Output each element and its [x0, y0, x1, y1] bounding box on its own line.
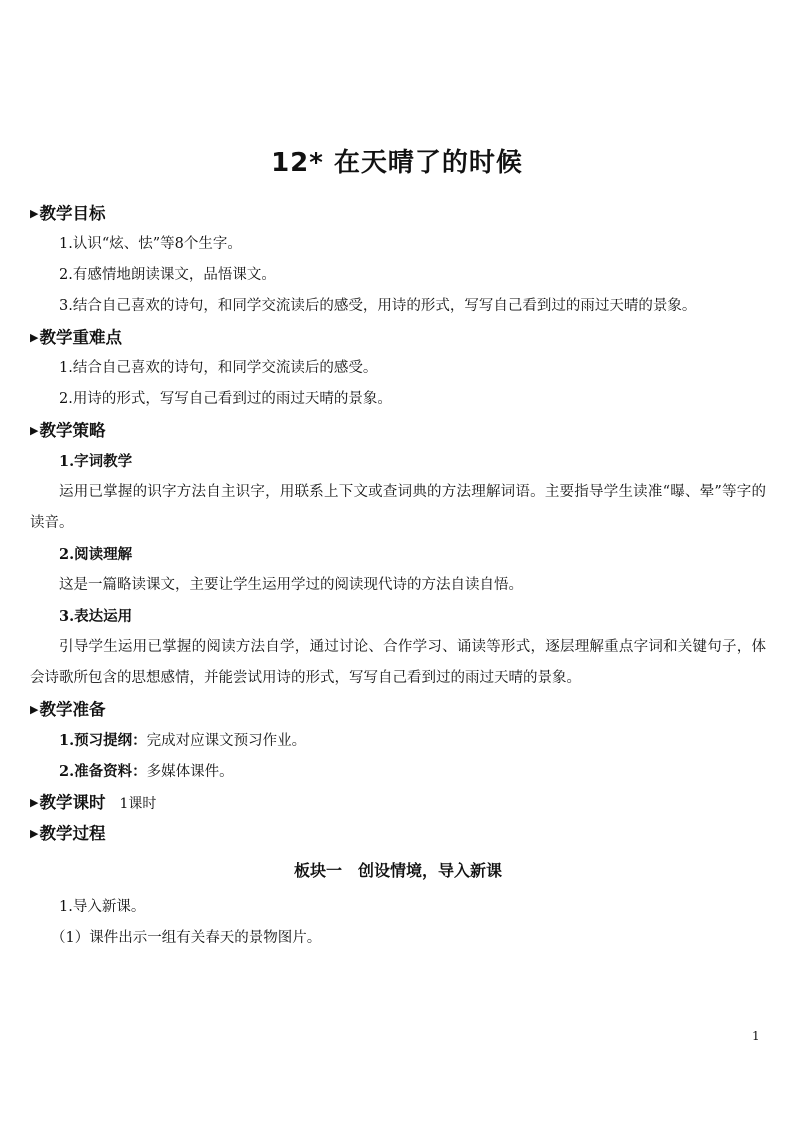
heading-text: 教学目标: [39, 204, 106, 223]
heading-text: 教学重难点: [39, 328, 122, 347]
process-line: （1）课件出示一组有关春天的景物图片。: [51, 930, 322, 946]
strategy-subtitle: 2.阅读理解: [59, 546, 133, 563]
page-number: 1: [752, 1029, 760, 1043]
key-point-item: 1.结合自己喜欢的诗句，和同学交流读后的感受。: [59, 360, 378, 376]
process-line: 1.导入新课。: [59, 899, 146, 915]
section-heading-strategy: [30, 415, 766, 446]
preparation-label: 1.预习提纲：: [59, 732, 147, 749]
hours-value: 1课时: [119, 796, 157, 812]
goal-item: 3.结合自己喜欢的诗句，和同学交流读后的感受，用诗的形式，写写自己看到过的雨过天晴的景象。: [59, 298, 697, 314]
strategy-text: 引导学生运用已掌握的阅读方法自学，通过讨论、合作学习、诵读等形式，逐层理解重点字词和关键句子，体会诗歌所包含的思想感情，并能尝试用诗的形式，写写自己看到过的雨过天晴的景象。: [30, 639, 766, 686]
strategy-subtitle: 3.表达运用: [59, 608, 133, 625]
heading-text: 教学课时: [39, 793, 106, 812]
goal-item: 2.有感情地朗读课文，品悟课文。: [59, 267, 276, 283]
heading-text: 教学策略: [39, 421, 106, 440]
lesson-content: [30, 198, 766, 954]
section-heading-preparation: [30, 694, 766, 725]
preparation-text: 完成对应课文预习作业。: [146, 733, 307, 749]
strategy-text: 这是一篇略读课文，主要让学生运用学过的阅读现代诗的方法自读自悟。: [59, 577, 523, 593]
preparation-item: [30, 725, 766, 756]
module-title: 板块一 创设情境，导入新课: [293, 861, 502, 880]
strategy-subtitle: 1.字词教学: [59, 453, 133, 470]
heading-text: 教学过程: [39, 824, 106, 843]
section-heading-hours: [30, 787, 766, 818]
preparation-label: 2.准备资料：: [59, 763, 147, 780]
preparation-item: [30, 756, 766, 787]
triangle-marker-icon: ▶: [30, 331, 39, 344]
preparation-text: 多媒体课件。: [146, 764, 234, 780]
triangle-marker-icon: ▶: [30, 796, 39, 809]
strategy-text: 运用已掌握的识字方法自主识字，用联系上下文或查词典的方法理解词语。主要指导学生读准“曝、晕”等字的读音。: [30, 484, 766, 531]
triangle-marker-icon: ▶: [30, 703, 39, 716]
goal-item: 1.认识“炫、怯”等8个生字。: [59, 236, 242, 252]
section-heading-process: [30, 818, 766, 849]
triangle-marker-icon: ▶: [30, 827, 39, 840]
lesson-title: 12* 在天晴了的时候: [271, 148, 523, 178]
triangle-marker-icon: ▶: [30, 424, 39, 437]
section-heading-goals: [30, 198, 766, 229]
section-heading-key-points: [30, 322, 766, 353]
key-point-item: 2.用诗的形式，写写自己看到过的雨过天晴的景象。: [59, 391, 392, 407]
triangle-marker-icon: ▶: [30, 207, 39, 220]
heading-text: 教学准备: [39, 700, 106, 719]
